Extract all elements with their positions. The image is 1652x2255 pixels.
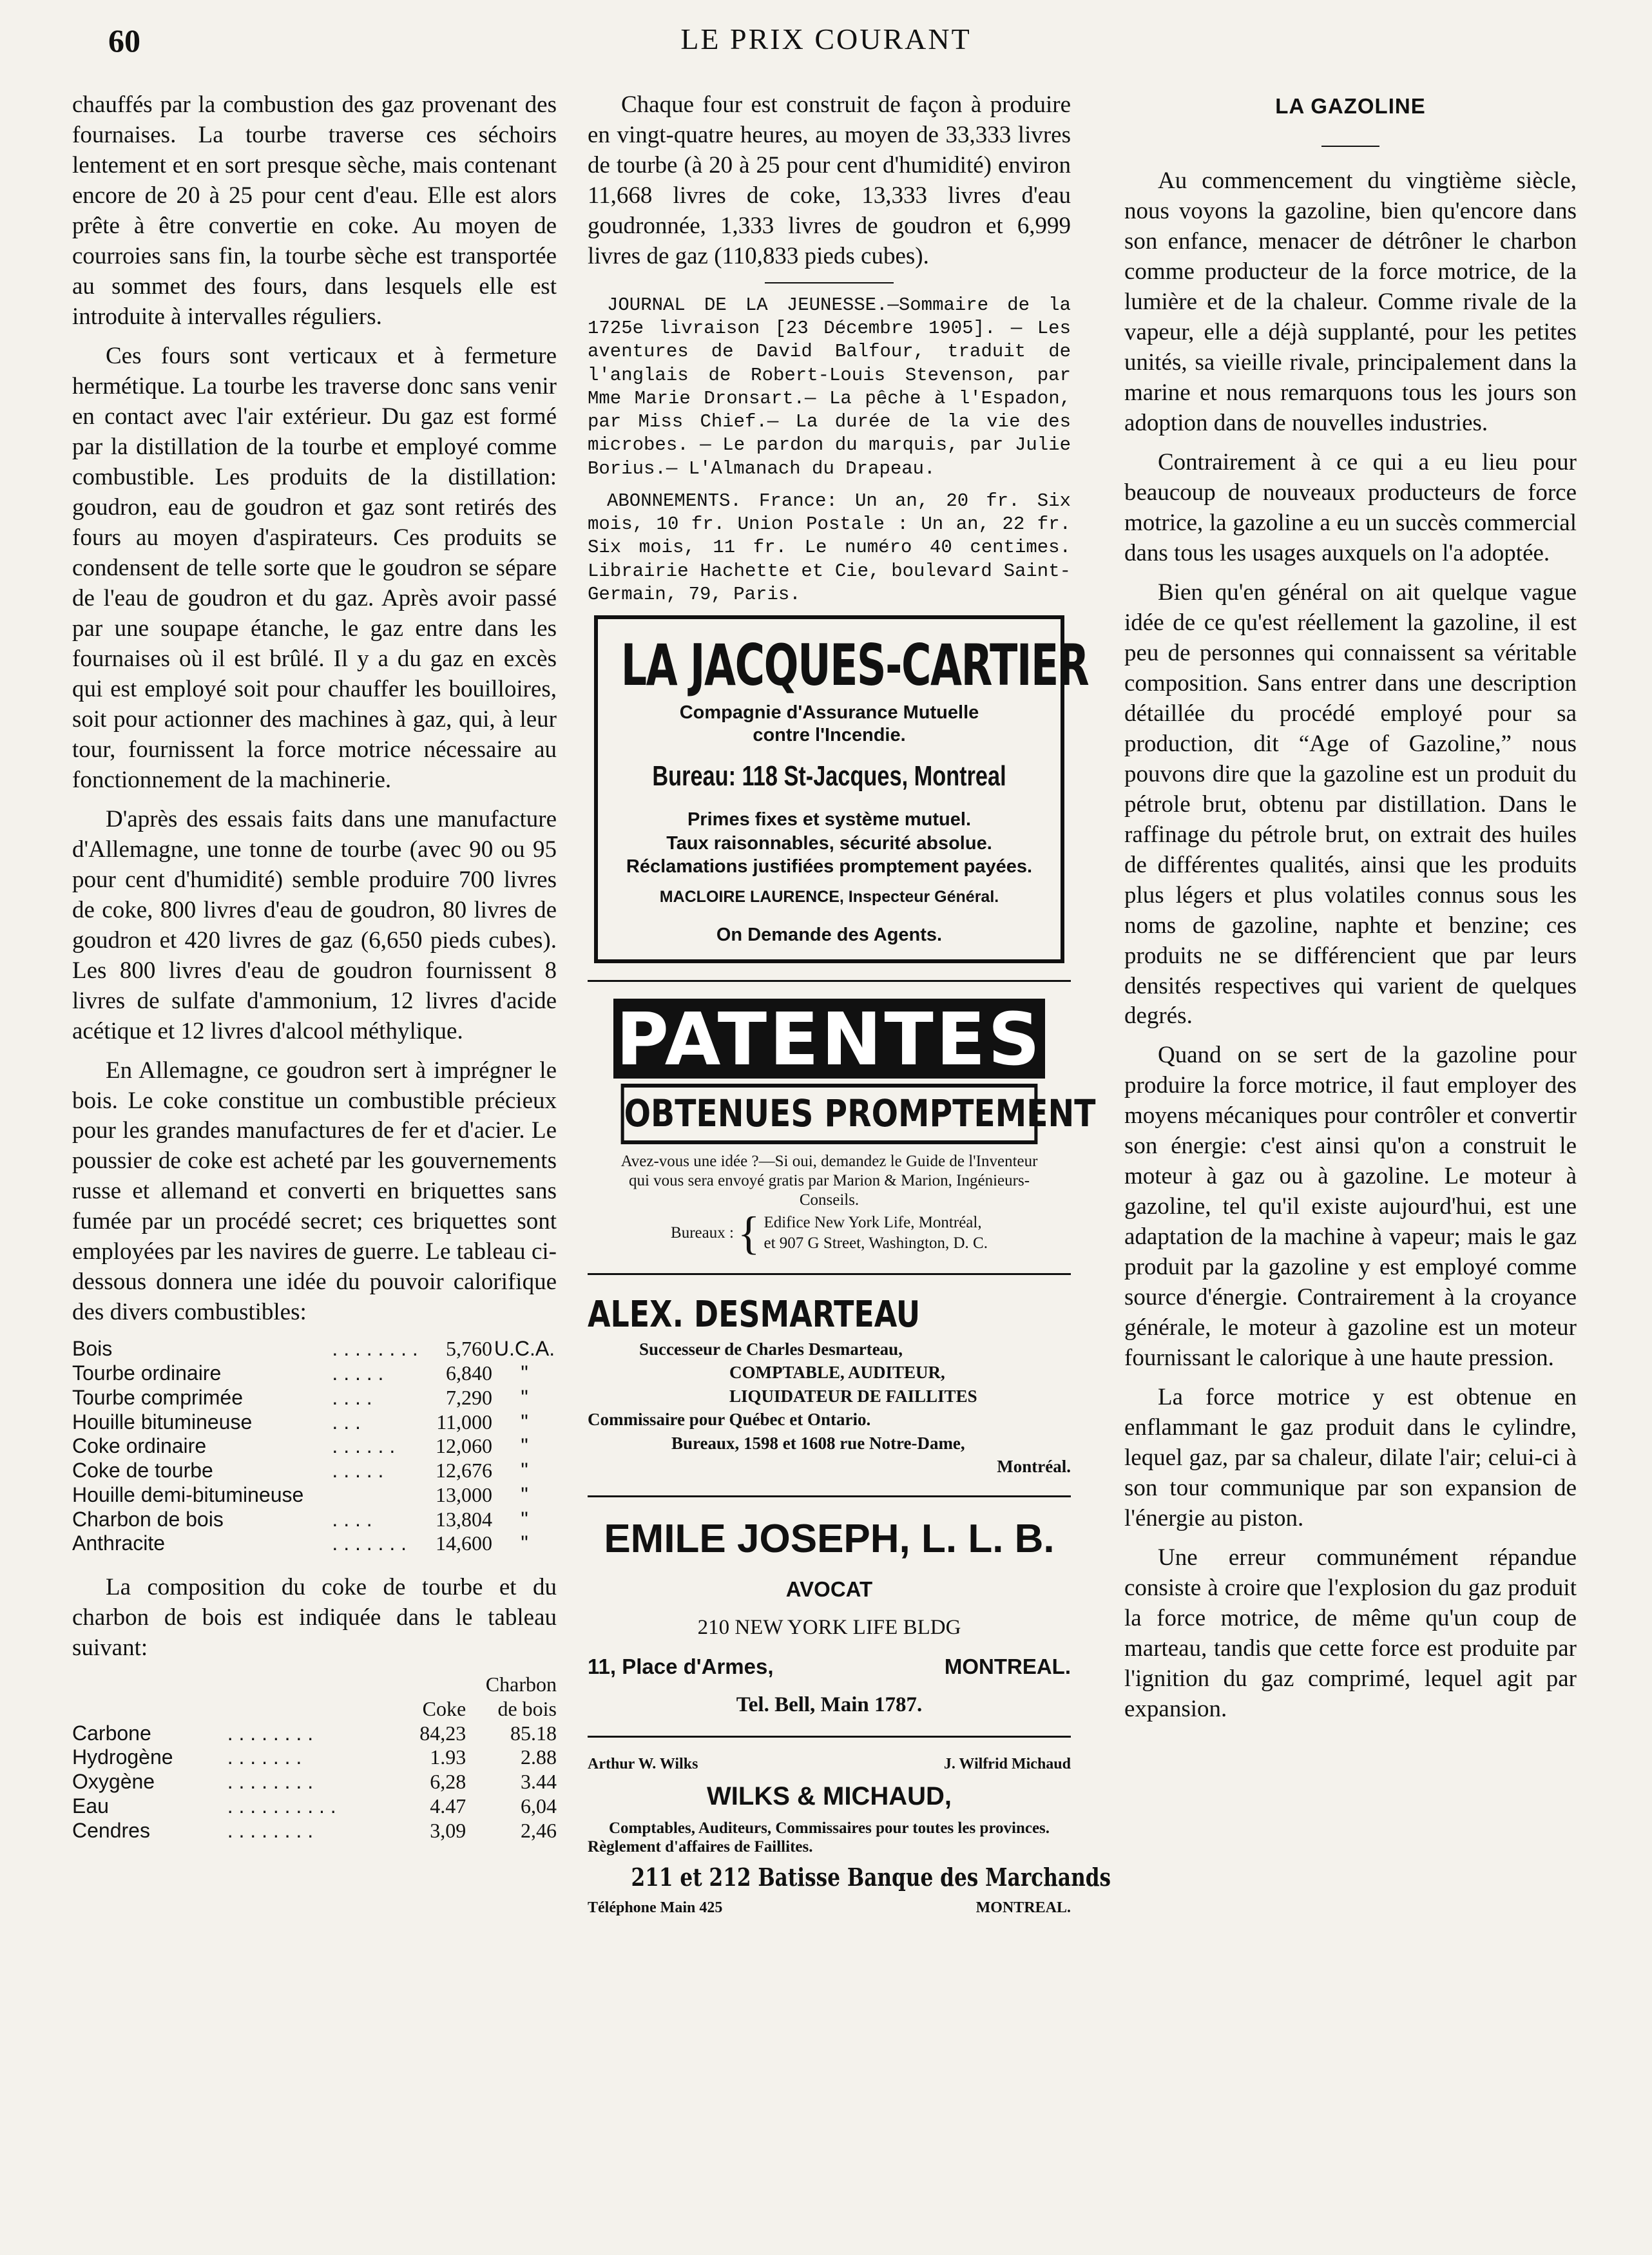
leader-dots: . . . (332, 1410, 361, 1434)
ad-telephone: Téléphone Main 425 (588, 1899, 723, 1916)
table-row (72, 1508, 557, 1532)
ad-title: EMILE JOSEPH, L. L. B. (604, 1516, 1055, 1561)
ad-address-line: Edifice New York Life, Montréal, (764, 1214, 982, 1232)
column-left (72, 90, 557, 1843)
ad-title: WILKS & MICHAUD, (707, 1782, 952, 1811)
coke-value: 3,09 (430, 1818, 466, 1842)
ad-address (613, 1207, 1045, 1259)
paragraph: Chaque four est construit de façon à produire en vingt-quatre heures, au moyen de 33,333 livres de tourbe (à 20 à 25 pour cent d'humidité) environ 11,668 livres de coke, 13,333 livres d'eau goudronnée, 1,333 livres de goudron et 6,999 livres de gaz (110,833 pieds cubes). (588, 91, 1071, 269)
ad-feature: Primes fixes et système mutuel. (687, 809, 972, 830)
ad-city: MONTREAL. (975, 1899, 1071, 1916)
page-number: 60 (108, 23, 140, 59)
leader-dots: . . . . . . (332, 1434, 396, 1458)
fuel-unit: " (521, 1507, 528, 1531)
bois-value: 85.18 (510, 1721, 557, 1745)
paragraph: Quand on se sert de la gazoline pour produire la force motrice, il faut employer des moyens mécaniques pour contrôler et convertir son énergie: c'est ainsi qu'on a construit le moteur à gaz ou à gazoline. Le moteur à gazoline, tel qu'il existe aujourd'hui, est une adaptation de la machine à vapeur; mais le gaz produit par la gazoline y est employé comme source d'énergie. Contrairement à la croyance générale, le moteur à gazoline est un moteur fournissant le calorique à une haute pression. (1124, 1042, 1577, 1372)
coke-value: 1.93 (430, 1745, 466, 1769)
journal-title: LE PRIX COURANT (680, 23, 972, 55)
ad-title: LA JACQUES-CARTIER (620, 632, 1089, 699)
ad-agents: On Demande des Agents. (716, 924, 943, 945)
abonnements-text: ABONNEMENTS. France: Un an, 20 fr. Six mois, 10 fr. Union Postale : Un an, 22 fr. Six mois, 11 fr. Le numéro 40 centimes. Librairie Hachette et Cie, boulevard Saint-Germain, 79, Paris. (588, 490, 1071, 605)
table-row (72, 1722, 557, 1746)
ad-line: Successeur de Charles Desmarteau, (639, 1339, 903, 1359)
composition-table (72, 1673, 557, 1843)
component-name: Carbone (72, 1721, 151, 1745)
component-name: Cendres (72, 1818, 150, 1842)
fuel-unit: " (521, 1361, 528, 1385)
leader-dots: . . . . . (332, 1361, 384, 1385)
leader-dots: . . . . . . . . (227, 1818, 314, 1842)
column-middle (588, 90, 1111, 1917)
ad-feature: Taux raisonnables, sécurité absolue. (666, 832, 992, 854)
paragraph: Au commencement du vingtième siècle, nous voyons la gazoline, bien qu'encore dans son enfance, menacer de détrôner le charbon comme producteur de la force motrice, de la lumière et de la chaleur. Comme rivale de la vapeur, elle a déjà supplanté, pour les petites unités, sa vieille rivale, principalement dans la marine et nous remarquons tous les jours son adoption dans de nouvelles industries. (1124, 167, 1577, 436)
bois-value: 6,04 (521, 1794, 557, 1818)
paragraph: La composition du coke de tourbe et du charbon de bois est indiquée dans le tableau suivant: (72, 1574, 557, 1662)
ad-wilks-michaud (588, 1754, 1111, 1917)
component-name: Eau (72, 1794, 109, 1818)
fuel-unit: " (521, 1483, 528, 1506)
leader-dots (332, 1483, 428, 1508)
divider (588, 1495, 1071, 1497)
paragraph: Contrairement à ce qui a eu lieu pour beaucoup de nouveaux producteurs de force motrice, la gazoline a eu un succès commercial dans tous les usages auxquels on l'a adoptée. (1124, 448, 1577, 566)
table-row (72, 1337, 557, 1361)
fuel-name: Tourbe ordinaire (72, 1361, 222, 1385)
ad-partners (588, 1754, 1071, 1774)
leader-dots: . . . . . . . . (227, 1721, 314, 1745)
component-name: Oxygène (72, 1770, 155, 1794)
ad-jacques-cartier (594, 615, 1089, 963)
coke-value: 4.47 (430, 1794, 466, 1818)
leader-dots: . . . . (332, 1385, 372, 1409)
ad-subtitle: OBTENUES PROMPTEMENT (621, 1084, 1038, 1144)
bois-value: 2.88 (521, 1745, 557, 1769)
ad-city: MONTREAL. (944, 1655, 1071, 1679)
fuel-unit: " (521, 1531, 528, 1555)
table-row (72, 1483, 557, 1508)
table-row (72, 1770, 557, 1794)
paragraph: Bien qu'en général on ait quelque vague idée de ce qu'est réellement la gazoline, il est peu de personnes qui connaissent sa véritable composition. Sans entrer dans une description détaillée du procédé employé pour sa production, dit “Age of Gazoline,” nous pouvons dire que la gazoline est un produit du pétrole brut, obtenu par distillation. Dans le raffinage du pétrole brut, on extrait des huiles de différentes qualités, ainsi que les produits plus légers et plus volatiles connus sous les noms de gazoline, naphte et benzine; ces produits ne se différencient que par leurs densités respectives qui varient de quelques degrés. (1124, 579, 1577, 1030)
component-name: Hydrogène (72, 1745, 173, 1769)
notice-text: JOURNAL DE LA JEUNESSE.—Sommaire de la 1725e livraison [23 Décembre 1905]. — Les aventures de David Balfour, traduit de l'anglais de Robert-Louis Stevenson, par Mme Marie Dronsart.— La pêche à l'Espadon, par Miss Chief.— La durée de la vie des microbes. — Le pardon du marquis, par Julie Borius.— L'Almanach du Drapeau. (588, 294, 1071, 479)
fuel-value: 11,000 (436, 1410, 492, 1434)
divider (588, 980, 1071, 982)
fuel-value: 7,290 (446, 1385, 492, 1409)
table-row (72, 1386, 557, 1410)
composition-header-coke: Coke (422, 1696, 466, 1720)
paragraph: D'après des essais faits dans une manufacture d'Allemagne, une tonne de tourbe (avec 90 ou 95 pour cent d'humidité) semble produire 700 livres de coke, 800 livres d'eau de goudron, 80 livres de goudron et 420 livres de gaz (6,650 pieds cubes). Les 800 livres d'eau de goudron fournissent 8 livres de sulfate d'ammonium, 12 livres d'acide acétique et 12 livres d'alcool méthylique. (72, 805, 557, 1044)
composition-header-charbon: Charbon (485, 1673, 557, 1696)
paragraph: En Allemagne, ce goudron sert à imprégner le bois. Le coke constitue un combustible précieux pour les grandes manufactures de fer et d'acier. Le poussier de coke est acheté par les gouvernements russe et allemand et converti en briquettes sans fumée par un procédé secret; ces briquettes sont employées par les navires de guerre. Le tableau ci-dessous donnera une idée du pouvoir calorifique des divers combustibles: (72, 1057, 557, 1326)
ad-line: LIQUIDATEUR DE FAILLITES (729, 1386, 977, 1406)
ad-line: AVOCAT (785, 1577, 873, 1602)
paragraph: La force motrice y est obtenue en enflammant le gaz produit dans le cylindre, lequel gaz, par sa chaleur, dilate l'air; celui-ci à son tour communique par son expansion de l'énergie au piston. (1124, 1384, 1577, 1532)
ad-line: Commissaire pour Québec et Ontario. (588, 1410, 871, 1430)
table-row (72, 1745, 557, 1770)
leader-dots: . . . . (332, 1507, 372, 1531)
coke-value: 84,23 (419, 1721, 466, 1745)
ad-telephone: Tel. Bell, Main 1787. (736, 1693, 923, 1716)
article-title: LA GAZOLINE (1275, 94, 1426, 118)
fuel-value: 13,804 (436, 1507, 492, 1531)
ad-line: Bureaux, 1598 et 1608 rue Notre-Dame, (671, 1433, 965, 1453)
table-row (72, 1819, 557, 1843)
bois-value: 3.44 (521, 1770, 557, 1794)
ad-feature: Réclamations justifiées promptement payées. (626, 856, 1033, 877)
ad-line: contre l'Incendie. (753, 724, 906, 745)
ad-contact (588, 1898, 1071, 1917)
fuel-name: Houille demi-bitumineuse (72, 1483, 304, 1506)
ad-address-line: et 907 G Street, Washington, D. C. (764, 1234, 988, 1252)
leader-dots: . . . . . . . . . . (227, 1794, 336, 1818)
table-row (72, 1531, 557, 1556)
ad-desmarteau (588, 1292, 1071, 1479)
fuel-value: 5,760 (446, 1337, 492, 1361)
ad-place: 11, Place d'Armes, (588, 1655, 774, 1679)
ad-patentes (588, 998, 1096, 1259)
column-right (1124, 90, 1577, 1734)
fuel-name: Coke ordinaire (72, 1434, 207, 1458)
ad-text: Avez-vous une idée ?—Si oui, demandez le Guide de l'Inventeur qui vous sera envoyé gratis par Marion & Marion, Ingénieurs-Conseils. (620, 1152, 1038, 1209)
ad-inspector: MACLOIRE LAURENCE, Inspecteur Général. (659, 888, 999, 907)
divider (765, 282, 894, 283)
fuel-name: Coke de tourbe (72, 1459, 213, 1483)
fuel-value: 12,676 (436, 1459, 492, 1483)
fuel-value: 12,060 (436, 1434, 492, 1458)
ad-partner: Arthur W. Wilks (588, 1755, 698, 1772)
bois-value: 2,46 (521, 1818, 557, 1842)
fuel-name: Bois (72, 1337, 113, 1361)
fuel-unit: " (521, 1434, 528, 1458)
leader-dots: . . . . . . . . (227, 1770, 314, 1794)
table-row (72, 1434, 557, 1459)
leader-dots: . . . . . . . (227, 1745, 302, 1769)
divider (1321, 146, 1379, 147)
paragraph: chauffés par la combustion des gaz provenant des fournaises. La tourbe traverse ces séchoirs lentement et en sort presque sèche, mais contenant encore de 20 à 25 pour cent d'eau. Elle est alors prête à être convertie en coke. Au moyen de courroies sans fin, la tourbe sèche est transportée au sommet des fours, dans lesquels elle est introduite à intervalles réguliers. (72, 91, 557, 330)
table-row (72, 1361, 557, 1386)
ad-address: 211 et 212 Batisse Banque des Marchands (631, 1862, 1111, 1892)
fuel-name: Houille bitumineuse (72, 1410, 253, 1434)
ad-title: ALEX. DESMARTEAU (588, 1293, 921, 1336)
fuel-table (72, 1337, 557, 1556)
leader-dots: . . . . . . . (332, 1531, 407, 1555)
coke-value: 6,28 (430, 1770, 466, 1794)
composition-header-bois: de bois (497, 1696, 557, 1720)
brace-icon: { (737, 1207, 760, 1259)
table-row (72, 1459, 557, 1483)
ad-line: 210 NEW YORK LIFE BLDG (697, 1616, 961, 1640)
ad-title: PATENTES (613, 999, 1045, 1079)
divider (588, 1736, 1071, 1738)
ad-bureaux-label: Bureaux : (671, 1223, 734, 1242)
fuel-value: 6,840 (446, 1361, 492, 1385)
fuel-value: 13,000 (436, 1483, 492, 1506)
leader-dots: . . . . . (332, 1459, 384, 1483)
divider (588, 1273, 1071, 1275)
table-row (72, 1794, 557, 1819)
fuel-unit: U.C.A. (494, 1337, 555, 1361)
leader-dots: . . . . . . . . (332, 1337, 418, 1361)
ad-line: Règlement d'affaires de Faillites. (588, 1838, 813, 1856)
ad-emile-joseph (588, 1514, 1071, 1719)
fuel-name: Anthracite (72, 1531, 166, 1555)
ad-line: Compagnie d'Assurance Mutuelle (679, 702, 979, 723)
fuel-unit: " (521, 1385, 528, 1409)
fuel-value: 14,600 (436, 1531, 492, 1555)
fuel-name: Charbon de bois (72, 1507, 224, 1531)
ad-address (588, 1653, 1071, 1680)
ad-line: Montréal. (997, 1457, 1071, 1477)
fuel-name: Tourbe comprimée (72, 1385, 243, 1409)
ad-line: COMPTABLE, AUDITEUR, (729, 1363, 945, 1383)
paragraph: Ces fours sont verticaux et à fermeture hermétique. La tourbe les traverse donc sans venir en contact avec l'air extérieur. Du gaz est formé par la distillation de la tourbe et employé comme combustible. Les produits de la distillation: goudron, eau de goudron et gaz sont retirés des fours au moyen d'aspirateurs. Ces produits se condensent de telle sorte que le goudron se sépare de l'eau de goudron et du gaz. Après avoir passé par une soupape étanche, le gaz entre dans les fournaises où il est brûlé. Il y a du gaz en excès qui est employé soit pour chauffer les bouilloires, soit pour actionner des machines à gaz, qui, à leur tour, fournissent la force motrice nécessaire au fonctionnement de la machinerie. (72, 342, 557, 793)
table-row (72, 1410, 557, 1435)
ad-bureau: Bureau: 118 St-Jacques, Montreal (652, 760, 1006, 792)
ad-line: Comptables, Auditeurs, Commissaires pour toutes les provinces. (608, 1819, 1050, 1838)
paragraph: Une erreur communément répandue consiste à croire que l'explosion du gaz produit la force motrice, de même qu'un coup de marteau, tandis que cette force est produite par l'ignition du gaz comprimé, lequel agit par expansion. (1124, 1544, 1577, 1723)
journal-notice (588, 294, 1071, 606)
fuel-unit: " (521, 1459, 528, 1483)
page-header (0, 19, 1652, 64)
fuel-unit: " (521, 1410, 528, 1434)
ad-partner: J. Wilfrid Michaud (943, 1755, 1071, 1772)
